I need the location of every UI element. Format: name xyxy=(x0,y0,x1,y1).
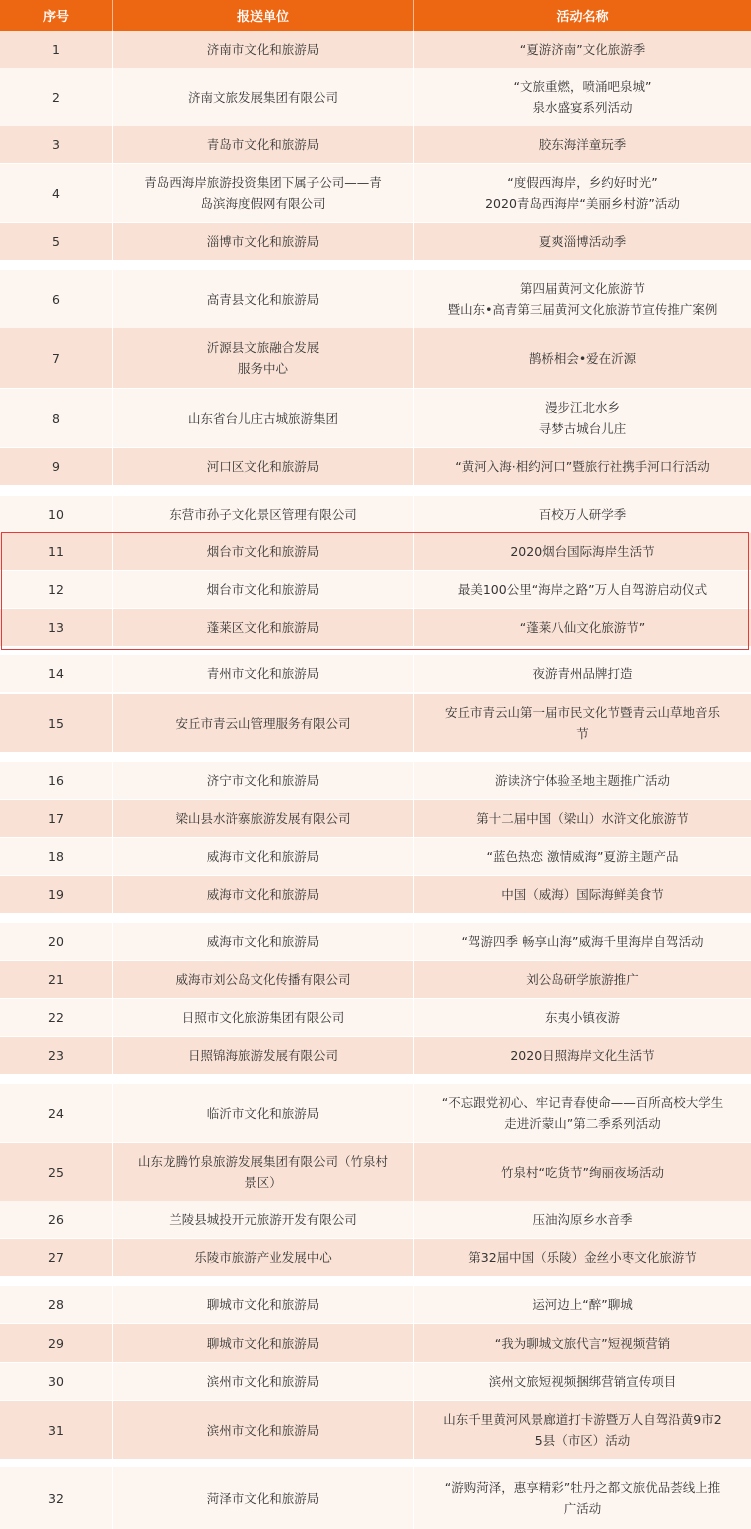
row-activity xyxy=(414,31,751,68)
row-activity xyxy=(414,876,751,913)
row-activity xyxy=(414,496,751,533)
table-row xyxy=(0,800,751,837)
row-unit-line: 济南市文化和旅游局 xyxy=(206,42,320,57)
row-activity xyxy=(414,1401,751,1459)
row-activity-line: “蓬莱八仙文化旅游节” xyxy=(519,620,646,635)
row-unit xyxy=(113,270,414,328)
row-activity xyxy=(414,533,751,570)
row-activity xyxy=(414,923,751,960)
row-activity xyxy=(414,328,751,388)
row-unit xyxy=(113,533,414,570)
row-activity xyxy=(414,1201,751,1238)
row-activity xyxy=(414,164,751,222)
table-header xyxy=(0,0,751,31)
row-number: 8 xyxy=(0,389,113,447)
row-unit-line: 威海市文化和旅游局 xyxy=(206,849,320,864)
table-row xyxy=(0,389,751,447)
row-activity xyxy=(414,999,751,1036)
row-number: 12 xyxy=(0,571,113,608)
row-number: 4 xyxy=(0,164,113,222)
row-activity-line: “蓝色热恋 激情威海”夏游主题产品 xyxy=(486,849,679,864)
row-unit xyxy=(113,1143,414,1201)
table-row xyxy=(0,1467,751,1529)
table-row xyxy=(0,126,751,163)
table-row xyxy=(0,1201,751,1238)
row-unit xyxy=(113,1324,414,1362)
row-number: 11 xyxy=(0,533,113,570)
table-row xyxy=(0,609,751,646)
row-activity-line: 安丘市青云山第一届市民文化节暨青云山草地音乐 xyxy=(444,705,720,720)
row-unit xyxy=(113,1286,414,1323)
row-unit xyxy=(113,496,414,533)
row-unit-line: 山东龙腾竹泉旅游发展集团有限公司（竹泉村 xyxy=(137,1154,388,1169)
row-activity xyxy=(414,1084,751,1142)
row-number: 15 xyxy=(0,694,113,752)
row-activity-line: 漫步江北水乡 xyxy=(544,400,620,415)
row-unit-line: 东营市孙子文化景区管理有限公司 xyxy=(169,507,357,522)
row-number: 25 xyxy=(0,1143,113,1201)
table-row xyxy=(0,31,751,68)
header-number: 序号 xyxy=(0,0,113,31)
row-unit xyxy=(113,923,414,960)
row-number: 20 xyxy=(0,923,113,960)
row-unit-line: 兰陵县城投开元旅游开发有限公司 xyxy=(169,1212,357,1227)
row-unit-line: 滨州市文化和旅游局 xyxy=(206,1374,320,1389)
row-unit xyxy=(113,223,414,260)
table-row xyxy=(0,1401,751,1459)
row-unit-line: 日照市文化旅游集团有限公司 xyxy=(181,1010,345,1025)
row-number: 1 xyxy=(0,31,113,68)
row-activity-line: 刘公岛研学旅游推广 xyxy=(526,972,639,987)
row-unit xyxy=(113,762,414,799)
row-unit xyxy=(113,876,414,913)
row-number: 26 xyxy=(0,1201,113,1238)
row-unit-line: 临沂市文化和旅游局 xyxy=(206,1105,320,1121)
row-unit-line: 岛滨海度假网有限公司 xyxy=(200,196,326,211)
row-activity-line: 2020青岛西海岸“美丽乡村游”活动 xyxy=(485,196,680,211)
table-row xyxy=(0,923,751,960)
row-unit xyxy=(113,1401,414,1459)
row-activity-line: 第四届黄河文化旅游节 xyxy=(519,281,645,296)
row-number: 9 xyxy=(0,448,113,485)
row-unit-line: 青岛市文化和旅游局 xyxy=(206,137,320,152)
header-unit: 报送单位 xyxy=(113,0,414,31)
row-number: 13 xyxy=(0,609,113,646)
row-activity-line: 百校万人研学季 xyxy=(538,507,627,522)
row-unit xyxy=(113,126,414,163)
row-activity xyxy=(414,270,751,328)
row-activity-line: 中国（威海）国际海鲜美食节 xyxy=(501,887,664,902)
row-unit-line: 淄博市文化和旅游局 xyxy=(206,234,320,249)
row-unit-line: 河口区文化和旅游局 xyxy=(206,459,320,474)
row-number: 6 xyxy=(0,270,113,328)
table-row xyxy=(0,655,751,692)
row-unit-line: 青岛西海岸旅游投资集团下属子公司——青 xyxy=(144,175,382,190)
table-row xyxy=(0,496,751,533)
row-number: 16 xyxy=(0,762,113,799)
row-activity-line: 夜游青州品牌打造 xyxy=(532,666,633,681)
row-activity xyxy=(414,655,751,692)
row-number: 5 xyxy=(0,223,113,260)
row-unit xyxy=(113,1084,414,1142)
row-activity xyxy=(414,762,751,799)
row-unit xyxy=(113,838,414,875)
row-unit-line: 乐陵市旅游产业发展中心 xyxy=(194,1250,332,1265)
row-activity-line: 第32届中国（乐陵）金丝小枣文化旅游节 xyxy=(468,1250,697,1265)
row-unit xyxy=(113,1239,414,1276)
row-activity xyxy=(414,1363,751,1400)
row-unit-line: 济南文旅发展集团有限公司 xyxy=(187,89,338,105)
row-unit xyxy=(113,571,414,608)
table-row xyxy=(0,876,751,913)
row-unit xyxy=(113,68,414,126)
row-activity-line: 走进沂蒙山”第二季系列活动 xyxy=(504,1116,661,1131)
row-unit-line: 青州市文化和旅游局 xyxy=(206,666,320,681)
row-number: 3 xyxy=(0,126,113,163)
table-row xyxy=(0,328,751,388)
table-row xyxy=(0,223,751,260)
row-unit-line: 烟台市文化和旅游局 xyxy=(206,582,320,597)
table-row xyxy=(0,694,751,752)
row-number: 22 xyxy=(0,999,113,1036)
row-unit xyxy=(113,31,414,68)
row-activity xyxy=(414,1239,751,1276)
table-row xyxy=(0,961,751,998)
row-unit-line: 安丘市青云山管理服务有限公司 xyxy=(175,715,351,731)
row-activity-line: 暨山东•高青第三届黄河文化旅游节宣传推广案例 xyxy=(447,302,718,317)
table-row xyxy=(0,1143,751,1201)
row-activity-line: 最美100公里“海岸之路”万人自驾游启动仪式 xyxy=(457,582,708,597)
row-activity-line: “我为聊城文旅代言”短视频营销 xyxy=(494,1335,671,1351)
table-row xyxy=(0,533,751,570)
row-number: 19 xyxy=(0,876,113,913)
row-activity-line: “游购菏泽，惠享精彩”牡丹之都文旅优品荟线上推 xyxy=(444,1480,721,1495)
table-row xyxy=(0,1324,751,1362)
row-activity xyxy=(414,694,751,752)
row-number: 23 xyxy=(0,1037,113,1074)
table-row xyxy=(0,1037,751,1074)
row-activity-line: 游读济宁体验圣地主题推广活动 xyxy=(494,773,670,788)
row-unit xyxy=(113,389,414,447)
table-row xyxy=(0,1363,751,1400)
row-activity-line: 胶东海洋童玩季 xyxy=(538,137,627,152)
row-unit-line: 聊城市文化和旅游局 xyxy=(206,1335,320,1351)
row-unit-line: 高青县文化和旅游局 xyxy=(206,291,320,307)
row-unit xyxy=(113,800,414,837)
row-unit-line: 菏泽市文化和旅游局 xyxy=(206,1490,320,1506)
row-activity-line: 广活动 xyxy=(563,1501,602,1516)
row-activity-line: 运河边上“醉”聊城 xyxy=(532,1297,633,1312)
row-unit-line: 烟台市文化和旅游局 xyxy=(206,544,320,559)
row-number: 27 xyxy=(0,1239,113,1276)
row-activity xyxy=(414,1286,751,1323)
row-number: 21 xyxy=(0,961,113,998)
row-unit-line: 山东省台儿庄古城旅游集团 xyxy=(187,410,338,426)
row-unit xyxy=(113,1363,414,1400)
row-unit xyxy=(113,1037,414,1074)
table-row xyxy=(0,164,751,222)
row-number: 2 xyxy=(0,68,113,126)
row-activity-line: 鹊桥相会•爱在沂源 xyxy=(528,350,637,366)
row-activity-line: 压油沟原乡水音季 xyxy=(532,1212,633,1227)
row-number: 10 xyxy=(0,496,113,533)
row-activity-line: “度假西海岸，乡约好时光” xyxy=(507,175,658,190)
row-unit-line: 滨州市文化和旅游局 xyxy=(206,1422,320,1438)
table-row xyxy=(0,1286,751,1323)
row-unit-line: 蓬莱区文化和旅游局 xyxy=(206,620,320,635)
row-unit-line: 威海市文化和旅游局 xyxy=(206,887,320,902)
row-activity-line: 节 xyxy=(576,726,589,741)
row-number: 32 xyxy=(0,1467,113,1529)
row-unit-line: 景区） xyxy=(244,1175,282,1190)
row-activity xyxy=(414,68,751,126)
row-unit-line: 沂源县文旅融合发展 xyxy=(206,340,320,355)
row-unit-line: 威海市文化和旅游局 xyxy=(206,934,320,949)
row-activity xyxy=(414,448,751,485)
row-activity xyxy=(414,609,751,646)
row-activity-line: 2020烟台国际海岸生活节 xyxy=(510,544,655,559)
row-unit-line: 威海市刘公岛文化传播有限公司 xyxy=(175,972,351,987)
row-unit xyxy=(113,328,414,388)
table-row xyxy=(0,571,751,608)
row-number: 29 xyxy=(0,1324,113,1362)
row-number: 14 xyxy=(0,655,113,692)
row-unit xyxy=(113,609,414,646)
table-row xyxy=(0,762,751,799)
row-unit xyxy=(113,999,414,1036)
row-activity xyxy=(414,961,751,998)
row-unit xyxy=(113,1201,414,1238)
table-row xyxy=(0,999,751,1036)
row-activity xyxy=(414,1324,751,1362)
row-activity-line: 滨州文旅短视频捆绑营销宣传项目 xyxy=(488,1374,677,1389)
row-activity-line: 山东千里黄河风景廊道打卡游暨万人自驾沿黄9市2 xyxy=(443,1412,722,1427)
row-activity-line: 2020日照海岸文化生活节 xyxy=(510,1048,655,1063)
row-activity-line: 夏爽淄博活动季 xyxy=(538,234,627,249)
row-activity-line: 第十二届中国（梁山）水浒文化旅游节 xyxy=(476,811,689,826)
row-activity xyxy=(414,1037,751,1074)
row-unit xyxy=(113,1467,414,1529)
row-activity-line: 竹泉村“吃货节”绚丽夜场活动 xyxy=(501,1164,664,1180)
table-row xyxy=(0,448,751,485)
row-number: 28 xyxy=(0,1286,113,1323)
row-unit xyxy=(113,694,414,752)
row-activity-line: “不忘跟党初心、牢记青春使命——百所高校大学生 xyxy=(441,1095,724,1110)
row-activity-line: 泉水盛宴系列活动 xyxy=(532,100,633,115)
row-unit xyxy=(113,448,414,485)
row-activity xyxy=(414,1143,751,1201)
row-activity xyxy=(414,389,751,447)
row-unit-line: 梁山县水浒寨旅游发展有限公司 xyxy=(175,811,351,826)
row-unit xyxy=(113,655,414,692)
row-activity xyxy=(414,571,751,608)
table-row xyxy=(0,1239,751,1276)
row-activity-line: “夏游济南”文化旅游季 xyxy=(519,42,646,57)
row-activity-line: “黄河入海·相约河口”暨旅行社携手河口行活动 xyxy=(455,459,710,474)
row-activity xyxy=(414,126,751,163)
row-activity-line: “文旅重燃，喷涌吧泉城” xyxy=(513,79,652,94)
table-row xyxy=(0,1084,751,1142)
row-number: 31 xyxy=(0,1401,113,1459)
header-activity: 活动名称 xyxy=(556,10,609,25)
row-unit-line: 聊城市文化和旅游局 xyxy=(206,1297,320,1312)
row-unit xyxy=(113,961,414,998)
table-row xyxy=(0,838,751,875)
row-activity xyxy=(414,1467,751,1529)
row-number: 24 xyxy=(0,1084,113,1142)
row-activity-line: “驾游四季 畅享山海”威海千里海岸自驾活动 xyxy=(461,934,704,949)
row-activity xyxy=(414,838,751,875)
row-unit-line: 服务中心 xyxy=(237,361,288,376)
row-number: 18 xyxy=(0,838,113,875)
row-unit xyxy=(113,164,414,222)
row-activity xyxy=(414,223,751,260)
row-activity-line: 寻梦古城台儿庄 xyxy=(538,421,627,436)
table-row xyxy=(0,270,751,328)
row-activity-line: 东夷小镇夜游 xyxy=(544,1010,620,1025)
row-number: 17 xyxy=(0,800,113,837)
row-unit-line: 济宁市文化和旅游局 xyxy=(206,773,320,788)
row-number: 30 xyxy=(0,1363,113,1400)
table-row xyxy=(0,68,751,126)
row-number: 7 xyxy=(0,328,113,388)
row-activity-line: 5县（市区）活动 xyxy=(534,1433,631,1448)
row-activity xyxy=(414,800,751,837)
row-unit-line: 日照锦海旅游发展有限公司 xyxy=(187,1048,338,1063)
